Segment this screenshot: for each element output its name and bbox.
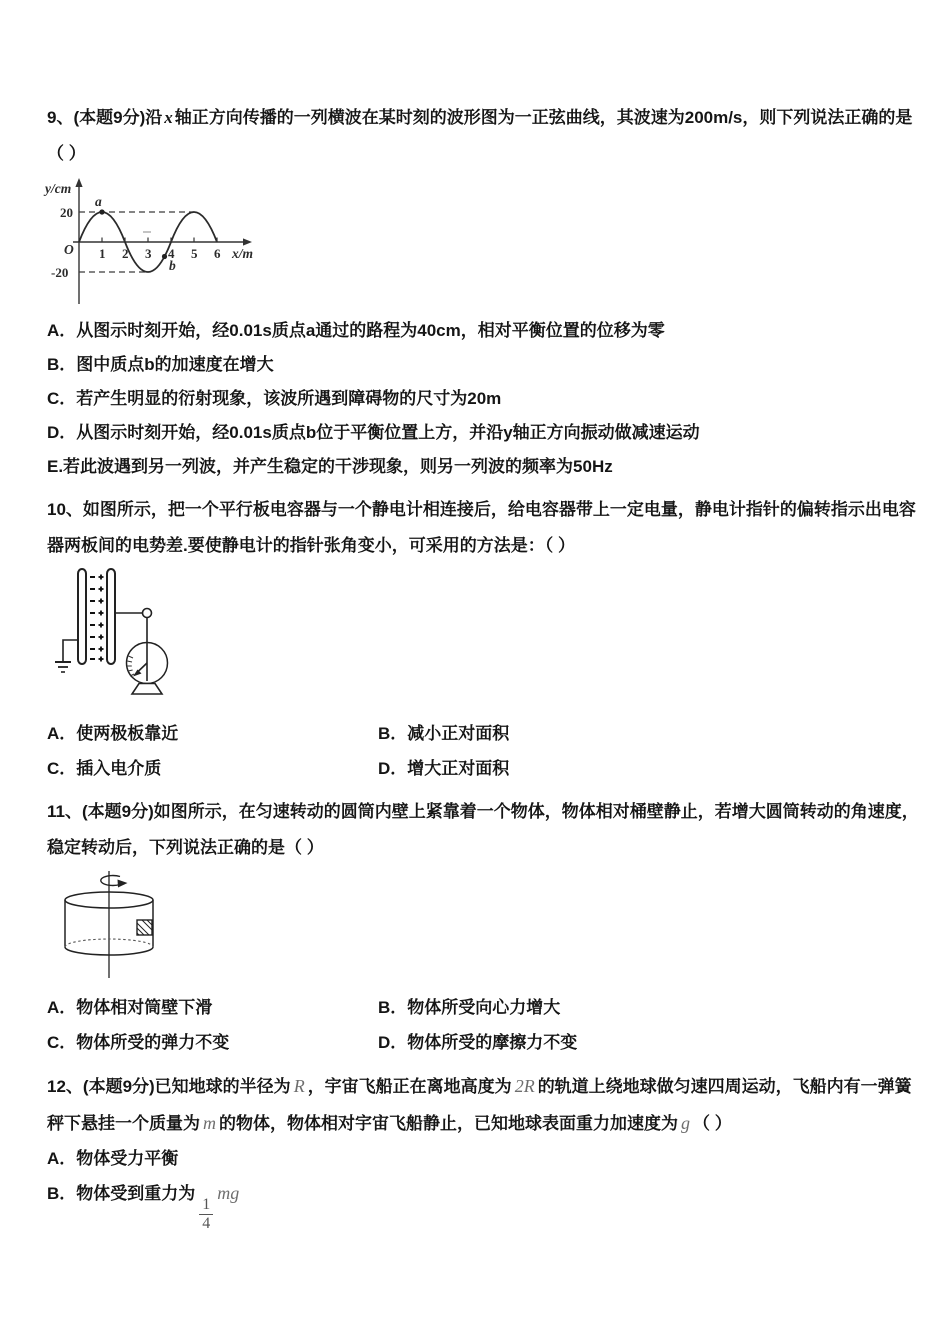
fraction-one-quarter: [199, 1196, 213, 1234]
stem-text: 秤下悬挂一个质量为: [47, 1114, 200, 1133]
answer-blank: （ ）: [47, 144, 86, 163]
option-d: D．从图示时刻开始，经0.01s质点b位于平衡位置上方，并沿y轴正方向振动做减速运动: [47, 423, 700, 442]
question-10-options: [47, 716, 910, 786]
option-b-text: B．物体受到重力为: [47, 1184, 196, 1203]
question-12: [47, 1068, 910, 1234]
rotation-arrow-icon: [118, 880, 128, 888]
stem-text: 12、(本题9分)已知地球的半径为: [47, 1077, 291, 1096]
option-b: B．物体所受向心力增大: [378, 998, 561, 1017]
math-var-m: m: [203, 1113, 216, 1133]
option-d: D．增大正对面积: [378, 759, 510, 778]
question-9: [45, 100, 913, 484]
stem-line-1: [47, 108, 912, 127]
point-a-label: a: [95, 194, 102, 209]
option-d: D．物体所受的摩擦力不变: [378, 1033, 578, 1052]
question-10-stem: [47, 492, 916, 564]
wave-diagram-svg: [39, 176, 319, 306]
x-tick-1: 1: [99, 246, 106, 261]
x-tick-2: 2: [122, 246, 129, 261]
stem-text: （ ）: [693, 1114, 732, 1133]
point-b-label: b: [169, 258, 176, 273]
point-a-dot: [99, 209, 104, 214]
origin-label: O: [64, 242, 74, 257]
capacitor-figure: [55, 566, 910, 712]
option-b: B．图中质点b的加速度在增大: [47, 355, 274, 374]
question-11: [47, 794, 919, 1060]
question-11-stem: [47, 794, 919, 866]
object-block: [137, 920, 152, 935]
question-11-options: [47, 990, 910, 1060]
electrometer-scale: [127, 656, 134, 676]
negative-charges: [90, 577, 95, 659]
option-a: A．从图示时刻开始，经0.01s质点a通过的路程为40cm，相对平衡位置的位移为零: [47, 321, 665, 340]
fraction-numerator: 1: [199, 1196, 213, 1215]
stem-line-1: [47, 1077, 912, 1096]
option-b: B．减小正对面积: [378, 724, 510, 743]
wave-figure: [39, 176, 910, 306]
x-axis-label: x/m: [232, 246, 254, 261]
stem-line-2: [47, 1114, 732, 1133]
stem-text: 轴正方向传播的一列横波在某时刻的波形图为一正弦曲线，其波速为200m/s，则下列说法正确的是: [174, 108, 913, 127]
stem-line-1: 10、如图所示，把一个平行板电容器与一个静电计相连接后，给电容器带上一定电量，静电计指针的偏转指示出电容: [47, 500, 916, 519]
question-9-options: [47, 314, 910, 484]
capacitor-diagram-svg: [55, 566, 225, 712]
option-e: E.若此波遇到另一列波，并产生稳定的干涉现象，则另一列波的频率为50Hz: [47, 457, 613, 476]
x-axis-arrow-icon: [243, 238, 252, 245]
right-plate: [107, 569, 115, 664]
electrometer-stand: [132, 684, 162, 695]
cylinder-diagram-svg: [51, 870, 201, 982]
math-var-g: g: [681, 1113, 690, 1133]
fraction-denominator: 4: [202, 1215, 211, 1233]
math-var-mg: mg: [217, 1183, 240, 1203]
question-12-options: [47, 1142, 910, 1234]
question-12-stem: [47, 1068, 910, 1142]
ground-wire: [55, 640, 78, 672]
x-tick-6: 6: [214, 246, 221, 261]
stem-text: 的轨道上绕地球做匀速四周运动，飞船内有一弹簧: [537, 1077, 912, 1096]
stem-text: 的物体，物体相对宇宙飞船静止，已知地球表面重力加速度为: [219, 1114, 678, 1133]
option-a: A．使两极板靠近: [47, 724, 179, 743]
question-9-stem: [47, 100, 913, 172]
x-tick-4: 4: [168, 246, 175, 261]
y-tick-neg20: -20: [51, 265, 69, 280]
option-c: C．插入电介质: [47, 759, 162, 778]
x-tick-5: 5: [191, 246, 198, 261]
left-plate: [78, 569, 86, 664]
electrometer-knob: [143, 609, 152, 618]
x-tick-3: 3: [145, 246, 152, 261]
option-b: [47, 1176, 910, 1234]
point-b-dot: [162, 254, 167, 259]
math-var-2R: 2R: [514, 1076, 535, 1096]
option-a: A．物体受力平衡: [47, 1149, 179, 1168]
rotation-arrow-arc: [101, 876, 120, 886]
positive-charges: [99, 575, 104, 662]
stem-text: ，宇宙飞船正在离地高度为: [307, 1077, 512, 1096]
option-c: C．若产生明显的衍射现象，该波所遇到障碍物的尺寸为20m: [47, 389, 502, 408]
option-c: C．物体所受的弹力不变: [47, 1033, 230, 1052]
stem-line-1: 11、(本题9分)如图所示，在匀速转动的圆筒内壁上紧靠着一个物体，物体相对桶壁静止，若增大圆筒转动的角速度，: [47, 802, 919, 821]
y-axis-arrow-icon: [75, 178, 82, 187]
stem-text: 9、(本题9分)沿: [47, 108, 163, 127]
y-tick-20: 20: [60, 205, 73, 220]
option-a: A．物体相对筒壁下滑: [47, 998, 213, 1017]
y-axis-label: y/cm: [45, 181, 72, 196]
stem-line-2: 器两板间的电势差.要使静电计的指针张角变小，可采用的方法是：（ ）: [47, 536, 575, 555]
cylinder-figure: [51, 870, 910, 982]
question-10: [47, 492, 916, 786]
math-var-x: x: [164, 108, 173, 127]
math-var-R: R: [293, 1076, 305, 1096]
stem-line-2: 稳定转动后，下列说法正确的是（ ）: [47, 838, 324, 857]
